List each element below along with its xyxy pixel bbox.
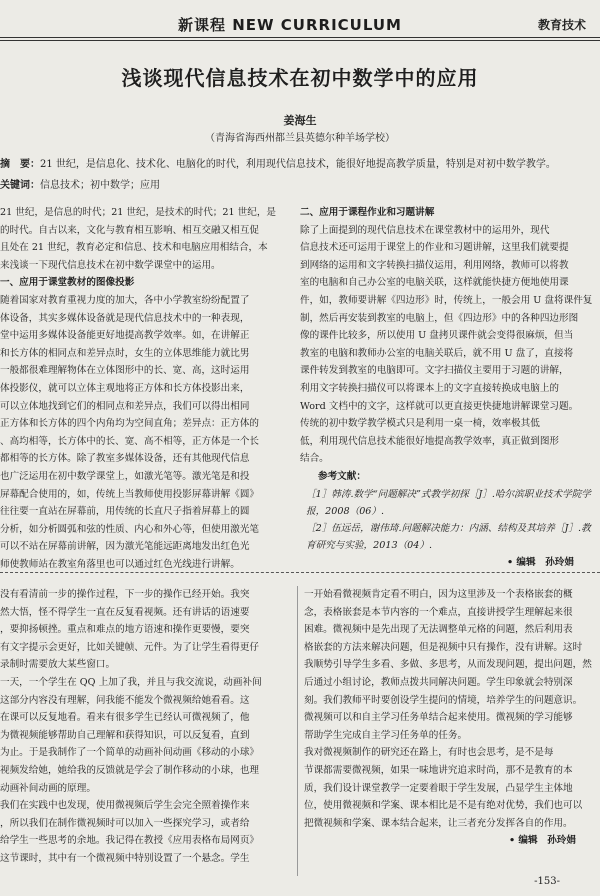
- text-line: 然大悟，怪不得学生一直在反复看视频。还有讲话的语速要: [0, 606, 250, 618]
- running-header: [0, 12, 600, 36]
- column-divider: [297, 586, 298, 876]
- text-line: 后通过小组讨论，教师点拨共同解决问题。学生印象就会特别深: [304, 676, 573, 688]
- text-line: 这部分内容没有理解，问我能不能发个微视频给她看看。这: [0, 694, 250, 706]
- abstract-text: 21 世纪，是信息化、技术化、电脑化的时代，利用现代信息技术，能很好地提高教学质量，特别是对初中数学教学。: [40, 159, 556, 170]
- text-line: 念，表格嵌套是本节内容的一个难点，直接讲授学生理解起来很: [304, 606, 573, 618]
- text-line: 体投影仪，就可以立体主观地将正方体和长方体投影出来，: [0, 382, 250, 394]
- keywords-text: 信息技术；初中数学；应用: [40, 180, 160, 191]
- reference-item-2: ［2］伍远岳，谢伟琦.问题解决能力：内涵、结构及其培养［J］.教育研究与实验，2013（04）.: [306, 522, 591, 551]
- section-tag: 教育技术: [537, 18, 586, 32]
- text-line: 到网络的运用和文字转换扫描仪运用，利用网络，教师可以将教: [300, 259, 569, 271]
- text-line: 屏幕配合使用的，如，传统上当教师使用投影屏幕讲解《圆》: [0, 488, 260, 500]
- section-heading: 二、应用于课程作业和习题讲解: [300, 207, 435, 218]
- top-editor-signature: • 编辑 孙玲娟: [506, 556, 574, 568]
- text-line: 困难。微视频中是先出现了无法调整单元格的问题，然后利用表: [304, 624, 573, 636]
- text-line: 21 世纪，是信息的时代；21 世纪，是技术的时代；21 世纪，是: [0, 207, 277, 218]
- header-rule-thin: [0, 40, 600, 41]
- text-line: 一开始看微视频肯定看不明白，因为这里涉及一个表格嵌套的概: [304, 589, 573, 600]
- text-line: 件，如，教师要讲解《四边形》时，传统上，一般会用 U 盘将课件复: [300, 294, 592, 306]
- article-title: 浅谈现代信息技术在初中数学中的应用: [121, 66, 479, 90]
- text-line: 且处在 21 世纪，教育必定和信息、技术和电脑应用相结合，本: [0, 242, 268, 254]
- section-separator: [0, 572, 600, 573]
- text-line: 课件转发到教室的电脑即可。文字扫描仪主要用于习题的讲解，: [300, 365, 569, 377]
- text-line: 结合。: [300, 453, 329, 465]
- text-line: 利用文字转换扫描仪可以将课本上的文字直接转换成电脑上的: [300, 382, 560, 394]
- text-line: 像的课件比较多，所以使用 U 盘拷贝课件就会变得很麻烦，但当: [300, 330, 574, 342]
- text-line: 格嵌套的方法来解决问题，但是视频中只有操作，没有讲解。这时: [304, 641, 583, 653]
- keywords-label: 关键词：: [0, 180, 40, 191]
- text-line: 也广泛运用在初中数学课堂上，如激光笔等。激光笔是和投: [0, 470, 250, 482]
- text-line: 帮助学生完成自主学习任务单的任务。: [304, 729, 468, 741]
- article-affiliation: （青海省海西州都兰县英德尔种羊场学校）: [205, 133, 395, 144]
- text-line: 室的电脑和自己办公室的电脑关联，这样就能快捷方便地使用课: [300, 277, 569, 289]
- text-line: 把微视频和学案、课本结合起来，让三者充分发挥各自的作用。: [304, 817, 573, 829]
- section-heading: 一、应用于课堂教材的图像投影: [0, 277, 135, 289]
- text-line: 、高均相等，长方体中的长、宽、高不相等，正方体是一个长: [0, 435, 260, 447]
- text-line: 正方体和长方体的四个内角均为空间直角；差异点：正方体的: [0, 418, 260, 430]
- text-line: 没有看清前一步的操作过程，下一步的操作已经开始。我突: [0, 589, 250, 600]
- abstract: [0, 155, 590, 170]
- keywords: [0, 176, 590, 191]
- abstract-label: 摘 要：: [0, 159, 40, 170]
- journal-brand: 新课程 NEW CURRICULUM: [178, 16, 402, 34]
- text-line: 给学生一些思考的余地。我记得在教授《应用表格布局网页》: [0, 835, 260, 847]
- text-line: ，要抑扬顿挫。重点和难点的地方语速和操作更要慢，要突: [0, 624, 250, 636]
- text-line: 传统的初中数学教学模式只是利用一桌一椅，效率极其低: [300, 418, 540, 430]
- text-line: 微视频可以和自主学习任务单结合起来使用。微视频的学习能够: [304, 712, 573, 724]
- text-line: 一天，一个学生在 QQ 上加了我，并且与我交流说，动画补间: [0, 676, 262, 688]
- article-author: 姜海生: [283, 114, 317, 127]
- text-line: 的时代。自古以来，文化与教育相互影响、相互交融又相互促: [0, 224, 260, 236]
- text-line: 除了上面提到的现代信息技术在课堂教材中的运用外，现代: [300, 224, 550, 236]
- text-line: 节课都需要微视频，如果一味地讲究追求时尚，那不是教育的本: [304, 764, 573, 776]
- text-line: 师使教师站在教室角落里也可以通过红色光线进行讲解。: [0, 558, 240, 568]
- bottom-right-column: [304, 586, 594, 876]
- text-line: 都相等的长方体。除了教室多媒体设备，还有其他现代信息: [0, 453, 250, 465]
- text-line: 可以不站在屏幕前讲解，因为激光笔能远距离地发出红色光: [0, 541, 250, 553]
- text-line: 可以立体地找到它们的相同点和差异点，我们可以得出相同: [0, 400, 250, 412]
- page-number: -153-: [534, 876, 560, 887]
- text-line: 我顺势引导学生多看、多做、多思考，从而发现问题，提出问题，然: [304, 659, 592, 671]
- text-line: 质，我们设计课堂教学一定要着眼于学生发展，凸显学生主体地: [304, 782, 573, 794]
- text-line: Word 文档中的文字，这样就可以更直接更快捷地讲解课堂习题。: [300, 400, 579, 412]
- text-line: 录制时需要放大某些窗口。: [0, 659, 116, 671]
- top-left-column: [0, 204, 292, 568]
- text-line: 随着国家对教育重视力度的加大，各中小学教室纷纷配置了: [0, 294, 250, 306]
- text-line: ，所以我们在制作微视频时可以加入一些探究学习，或者给: [0, 817, 250, 829]
- text-line: 为止。于是我制作了一个简单的动画补间动画《移动的小球》: [0, 747, 260, 759]
- text-line: 制，然后再安装到教室的电脑上，但《四边形》中的各种四边形图: [300, 312, 579, 324]
- text-line: 往往要一直站在屏幕前，用传统的长直尺子指着屏幕上的圆: [0, 506, 250, 518]
- text-line: 我们在实践中也发现，使用微视频后学生会完全照着操作来: [0, 800, 250, 812]
- text-line: 来浅谈一下现代信息技术在初中数学课堂中的运用。: [0, 259, 221, 271]
- text-line: 位，使用微视频和学案、课本相比是不是有绝对优势，我们也可以: [304, 800, 583, 812]
- text-line: 动画补间动画的原理。: [0, 782, 96, 794]
- text-line: 教室的电脑和教师办公室的电脑关联后，就不用 U 盘了，直接将: [300, 347, 574, 359]
- text-line: 在课可以反复地看。看来有很多学生已经认可微视频了，他: [0, 712, 250, 724]
- text-line: 一般都很难理解物体在立体图形中的长、宽、高，这时运用: [0, 365, 250, 377]
- text-line: 我对微视频制作的研究还在路上，有时也会思考，是不是每: [304, 747, 554, 759]
- text-line: 体设备，其实多媒体设备就是现代信息技术中的一种表现，: [0, 312, 250, 324]
- text-line: 刻。我们教师平时要创设学生提问的情境，培养学生的问题意识。: [304, 694, 583, 706]
- text-line: 这节课时，其中有一个微视频中特别设置了一个悬念。学生: [0, 852, 250, 864]
- top-right-column: [300, 204, 592, 568]
- text-line: 视频发给她，她给我的反馈就是学会了制作移动的小球，也理: [0, 764, 260, 776]
- text-line: 和长方体的相同点和差异点时，女生的立体思维能力就比男: [0, 347, 250, 359]
- references-label: 参考文献：: [318, 470, 366, 482]
- text-line: 有文字提示会更好，比如关键帧、元件。为了让学生看得更仔: [0, 641, 260, 653]
- text-line: 信息技术还可运用于课堂上的作业和习题讲解，这里我们就要提: [300, 242, 569, 254]
- reference-item-1: ［1］韩涛.数学“问题解决”式教学初探［J］.哈尔滨职业技术学院学报，2008（06）.: [306, 488, 591, 517]
- bottom-editor-signature: • 编辑 孙玲娟: [508, 835, 576, 847]
- header-rule: [0, 37, 600, 38]
- text-line: 堂中运用多媒体设备能更好地提高教学效率。如，在讲解正: [0, 330, 250, 342]
- bottom-left-column: [0, 586, 290, 876]
- text-line: 为微视频能够帮助自己理解和获得知识，可以反复看，直到: [0, 729, 250, 741]
- text-line: 分析，如分析圆弧和弦的性质、内心和外心等，但使用激光笔: [0, 523, 260, 535]
- text-line: 低，利用现代信息技术能很好地提高教学效率，真正做到图形: [300, 435, 560, 447]
